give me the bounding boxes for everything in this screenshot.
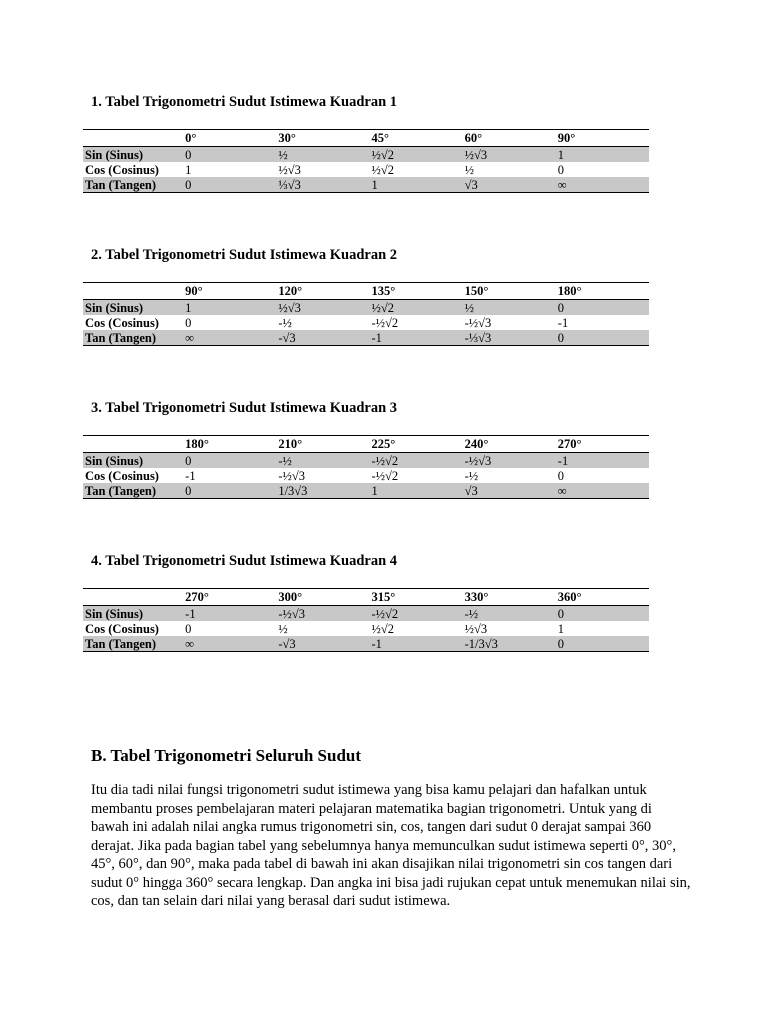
value-cell: 0 <box>185 621 192 636</box>
table-row-tan <box>83 330 649 346</box>
value-cell: -½√3 <box>278 606 305 621</box>
angle-header: 240° <box>463 436 556 453</box>
value-cell: √3 <box>464 177 478 192</box>
value-cell: -1 <box>557 453 569 468</box>
value-cell: 1 <box>185 300 192 315</box>
value-cell: 0 <box>557 300 565 315</box>
value-cell: 0 <box>185 177 192 192</box>
value-cell: -1 <box>185 606 196 621</box>
angle-header: 0° <box>183 130 276 147</box>
angle-header: 330° <box>463 589 556 606</box>
corner-cell <box>83 436 183 453</box>
value-cell: 0 <box>185 315 192 330</box>
value-cell: ½ <box>278 621 288 636</box>
value-cell: -½ <box>278 315 292 330</box>
angle-header: 225° <box>369 436 462 453</box>
row-label: Sin (Sinus) <box>85 606 144 621</box>
angle-header: 150° <box>463 283 556 300</box>
value-cell: 0 <box>557 330 565 345</box>
value-cell: √3 <box>464 483 478 498</box>
section-heading: B. Tabel Trigonometri Seluruh Sudut <box>91 746 362 765</box>
row-label: Cos (Cosinus) <box>85 315 159 330</box>
value-cell: 1 <box>185 162 192 177</box>
angle-header: 90° <box>183 283 276 300</box>
corner-cell <box>83 130 183 147</box>
table-row-cos <box>83 621 649 636</box>
value-cell: ½√2 <box>371 147 394 162</box>
table-row-sin <box>83 300 649 316</box>
table-header-row <box>83 283 649 300</box>
angle-header: 60° <box>463 130 556 147</box>
table-header-row <box>83 436 649 453</box>
value-cell: -1/3√3 <box>464 636 498 651</box>
value-cell: ½√3 <box>464 147 488 162</box>
value-cell: 0 <box>557 606 565 621</box>
value-cell: -⅓√3 <box>464 330 492 345</box>
value-cell: 0 <box>185 147 192 162</box>
value-cell: ½√2 <box>371 162 394 177</box>
value-cell: ½√2 <box>371 300 394 315</box>
table-row-cos <box>83 315 649 330</box>
value-cell: -½√2 <box>371 453 399 468</box>
angle-header: 45° <box>369 130 462 147</box>
value-cell: -½ <box>278 453 292 468</box>
table-row-cos <box>83 468 649 483</box>
table-4-title: 4. Tabel Trigonometri Sudut Istimewa Kuadran 4 <box>91 553 398 569</box>
row-label: Sin (Sinus) <box>85 453 144 468</box>
value-cell: ½√3 <box>278 162 301 177</box>
value-cell: ∞ <box>557 177 567 192</box>
value-cell: -½ <box>464 468 479 483</box>
table-row-sin <box>83 606 649 622</box>
value-cell: 1 <box>371 177 378 192</box>
value-cell: 0 <box>185 483 192 498</box>
value-cell: -1 <box>371 636 382 651</box>
table-row-sin <box>83 453 649 469</box>
value-cell: -½√3 <box>464 315 492 330</box>
row-label: Tan (Tangen) <box>85 330 156 345</box>
row-label: Cos (Cosinus) <box>85 468 159 483</box>
angle-header: 210° <box>276 436 369 453</box>
value-cell: -1 <box>557 315 569 330</box>
angle-header: 120° <box>276 283 369 300</box>
row-label: Tan (Tangen) <box>85 483 156 498</box>
table-row-cos <box>83 162 649 177</box>
value-cell: 1 <box>371 483 378 498</box>
corner-cell <box>83 589 183 606</box>
value-cell: ∞ <box>557 483 567 498</box>
value-cell: -½√3 <box>278 468 305 483</box>
value-cell: -½√3 <box>464 453 492 468</box>
row-label: Tan (Tangen) <box>85 636 156 651</box>
row-label: Sin (Sinus) <box>85 147 144 162</box>
angle-header: 270° <box>183 589 276 606</box>
corner-cell <box>83 283 183 300</box>
value-cell: 0 <box>185 453 192 468</box>
value-cell: -½ <box>464 606 479 621</box>
angle-header: 135° <box>369 283 462 300</box>
row-label: Cos (Cosinus) <box>85 621 159 636</box>
table-1-kuadran-1 <box>83 129 649 193</box>
table-3-title: 3. Tabel Trigonometri Sudut Istimewa Kuadran 3 <box>91 400 398 416</box>
value-cell: -1 <box>185 468 196 483</box>
value-cell: -√3 <box>278 636 296 651</box>
value-cell: ∞ <box>185 636 195 651</box>
value-cell: 0 <box>557 468 565 483</box>
table-header-row <box>83 130 649 147</box>
value-cell: 1 <box>557 147 565 162</box>
table-header-row <box>83 589 649 606</box>
table-row-tan <box>83 177 649 193</box>
angle-header: 360° <box>556 589 649 606</box>
angle-header: 315° <box>369 589 462 606</box>
value-cell: -½√2 <box>371 315 399 330</box>
table-2-title: 2. Tabel Trigonometri Sudut Istimewa Kuadran 2 <box>91 247 398 263</box>
row-label: Cos (Cosinus) <box>85 162 159 177</box>
value-cell: ∞ <box>185 330 195 345</box>
angle-header: 300° <box>276 589 369 606</box>
angle-header: 30° <box>276 130 369 147</box>
value-cell: 0 <box>557 162 565 177</box>
table-2-kuadran-2 <box>83 282 649 346</box>
value-cell: ½ <box>464 300 475 315</box>
value-cell: -½√2 <box>371 606 399 621</box>
table-4-kuadran-4 <box>83 588 649 652</box>
value-cell: ½ <box>278 147 288 162</box>
value-cell: ½ <box>464 162 475 177</box>
angle-header: 180° <box>183 436 276 453</box>
value-cell: 1/3√3 <box>278 483 308 498</box>
value-cell: ½√3 <box>278 300 301 315</box>
table-row-tan <box>83 483 649 499</box>
value-cell: 0 <box>557 636 565 651</box>
value-cell: -√3 <box>278 330 296 345</box>
table-1-title: 1. Tabel Trigonometri Sudut Istimewa Kuadran 1 <box>91 94 398 110</box>
body-paragraph: Itu dia tadi nilai fungsi trigonometri sudut istimewa yang bisa kamu pelajari dan hafalkan untuk membantu proses pembelajaran materi pelajaran matematika bagian trigonometri. Untuk yang di bawah ini adalah nilai angka rumus trigonometri sin, cos, tangen dari sudut 0 derajat sampai 360 derajat. Jika pada bagian tabel yang sebelumnya hanya memunculkan sudut istimewa seperti 0°, 30°, 45°, 60°, dan 90°, maka pada tabel di bawah ini akan disajikan nilai trigonometri sin cos tangen dari sudut 0° hingga 360° secara lengkap. Dan angka ini bisa jadi rujukan cepat untuk menemukan nilai sin, cos, dan tan selain dari nilai yang berasal dari sudut istimewa. <box>91 782 691 909</box>
angle-header: 270° <box>556 436 649 453</box>
angle-header: 180° <box>556 283 649 300</box>
angle-header: 90° <box>556 130 649 147</box>
value-cell: 1 <box>557 621 565 636</box>
value-cell: ½√2 <box>371 621 394 636</box>
value-cell: -½√2 <box>371 468 399 483</box>
value-cell: -1 <box>371 330 382 345</box>
table-row-sin <box>83 147 649 163</box>
table-3-kuadran-3 <box>83 435 649 499</box>
row-label: Tan (Tangen) <box>85 177 156 192</box>
row-label: Sin (Sinus) <box>85 300 144 315</box>
value-cell: ½√3 <box>464 621 488 636</box>
value-cell: ⅓√3 <box>278 177 301 192</box>
table-row-tan <box>83 636 649 652</box>
